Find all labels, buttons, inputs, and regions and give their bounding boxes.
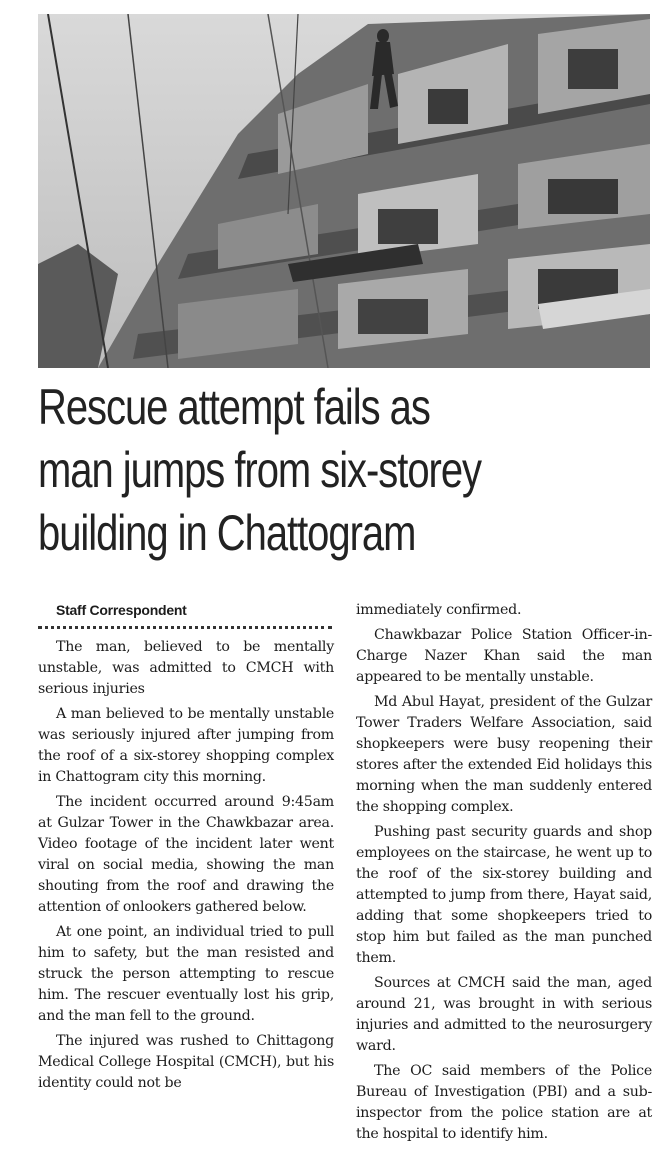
article-paragraph: Pushing past security guards and shop employees on the staircase, he went up to the roof of the six-storey building and attempted to jump from there, Hayat said, adding that some shopkeepers tried to stop him but failed as the man punched them. (356, 824, 652, 966)
byline-divider (38, 626, 332, 629)
article-column-left (38, 600, 334, 1098)
headline-line-3: building in Chattogram (38, 505, 416, 561)
article-paragraph: A man believed to be mentally unstable was seriously injured after jumping from the roof of a six-storey shopping complex in Chattogram city this morning. (38, 706, 334, 785)
headline-line-1: Rescue attempt fails as (38, 379, 430, 435)
byline: Staff Correspondent (56, 602, 187, 618)
article-paragraph: At one point, an individual tried to pull him to safety, but the man resisted and struck the person attempting to rescue him. The rescuer eventually lost his grip, and the man fell to the ground. (38, 924, 334, 1024)
article-paragraph: Sources at CMCH said the man, aged around 21, was brought in with serious injuries and admitted to the neurosurgery ward. (356, 975, 652, 1054)
article-continuation: immediately confirmed. (356, 602, 522, 618)
article-column-right (356, 600, 652, 1149)
article-summary: The man, believed to be mentally unstable, was admitted to CMCH with serious injuries (38, 639, 334, 697)
article-paragraph: The injured was rushed to Chittagong Medical College Hospital (CMCH), but his identity could not be (38, 1033, 334, 1091)
article-paragraph: The incident occurred around 9:45am at Gulzar Tower in the Chawkbazar area. Video footage of the incident later went viral on social media, showing the man shouting from the roof and drawing the attention of onlookers gathered below. (38, 794, 334, 915)
headline-line-2: man jumps from six-storey (38, 442, 481, 498)
article-paragraph: The OC said members of the Police Bureau of Investigation (PBI) and a sub-inspector from the police station are at the hospital to identify him. (356, 1063, 652, 1142)
article-paragraph: Md Abul Hayat, president of the Gulzar Tower Traders Welfare Association, said shopkeepers were busy reopening their stores after the extended Eid holidays this morning when the man suddenly entered the shopping complex. (356, 694, 652, 815)
news-photo (38, 14, 650, 368)
headline (38, 376, 654, 565)
article-paragraph: Chawkbazar Police Station Officer-in-Charge Nazer Khan said the man appeared to be mentally unstable. (356, 627, 652, 685)
